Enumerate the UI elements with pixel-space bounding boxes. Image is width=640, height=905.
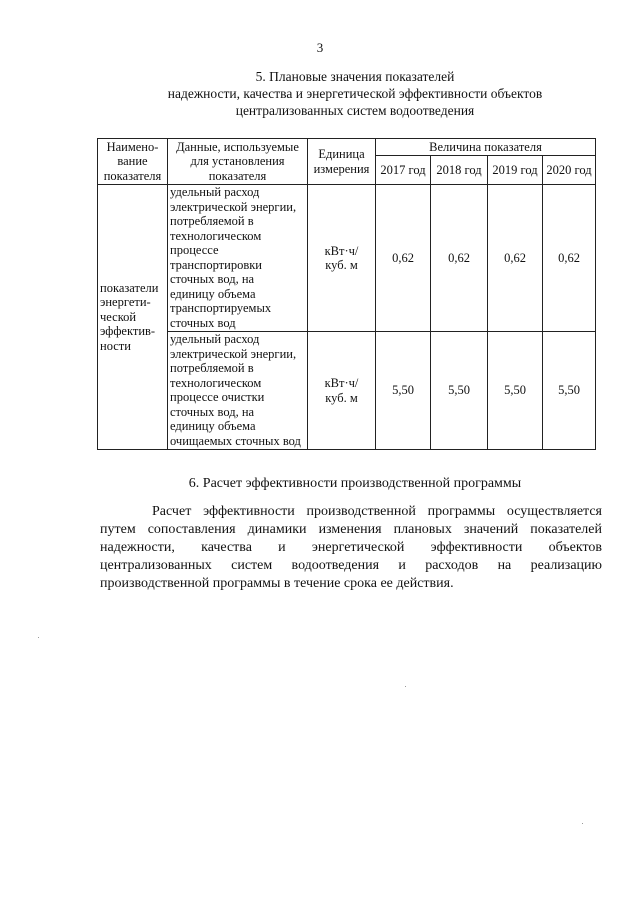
section-6-title: 6. Расчет эффективности производственной программы	[188, 476, 522, 491]
header-data-used: Данные, используемые для установления показателя	[168, 139, 308, 185]
unit-cell: кВт·ч/ куб. м	[308, 185, 376, 332]
section-5-title-line: 5. Плановые значения показателей	[255, 69, 455, 84]
section-5-title	[100, 68, 610, 119]
value-cell: 0,62	[543, 185, 596, 332]
header-year: 2019 год	[488, 156, 543, 185]
description-cell: удельный расход электрической энергии, потребляемой в технологическом процессе очистки сточных вод, на единицу объема очищаемых сточных вод	[168, 332, 308, 450]
table-header-row	[98, 139, 596, 156]
header-indicator-name: Наимено- вание показателя	[98, 139, 168, 185]
indicator-name-cell: показатели энергети- ческой эффектив- ности	[98, 185, 168, 450]
table-row	[98, 332, 596, 450]
unit-cell: кВт·ч/ куб. м	[308, 332, 376, 450]
value-cell: 0,62	[376, 185, 431, 332]
value-cell: 5,50	[431, 332, 488, 450]
value-cell: 5,50	[543, 332, 596, 450]
scan-speck	[582, 823, 583, 824]
page-number: 3	[316, 40, 324, 55]
header-year: 2020 год	[543, 156, 596, 185]
indicators-table	[97, 138, 596, 450]
value-cell: 5,50	[376, 332, 431, 450]
header-value-group: Величина показателя	[376, 139, 596, 156]
description-cell: удельный расход электрической энергии, потребляемой в технологическом процессе транспортировки сточных вод, на единицу объема транспортируемых сточных вод	[168, 185, 308, 332]
table-row	[98, 185, 596, 332]
value-cell: 0,62	[431, 185, 488, 332]
header-unit: Единица измерения	[308, 139, 376, 185]
header-year: 2017 год	[376, 156, 431, 185]
scan-speck	[405, 686, 406, 687]
section-6-paragraph: Расчет эффективности производственной программы осуществляется путем сопоставления динамики изменения плановых значений показателей надежности, качества и энергетической эффективности объектов централизованных систем водоотведения и расходов на реализацию производственной программы в течение срока ее действия.	[100, 504, 602, 591]
section-5-title-line: надежности, качества и энергетической эффективности объектов	[167, 86, 543, 101]
header-year: 2018 год	[431, 156, 488, 185]
section-5-title-line: централизованных систем водоотведения	[235, 103, 475, 118]
value-cell: 0,62	[488, 185, 543, 332]
scan-speck	[38, 637, 39, 638]
value-cell: 5,50	[488, 332, 543, 450]
